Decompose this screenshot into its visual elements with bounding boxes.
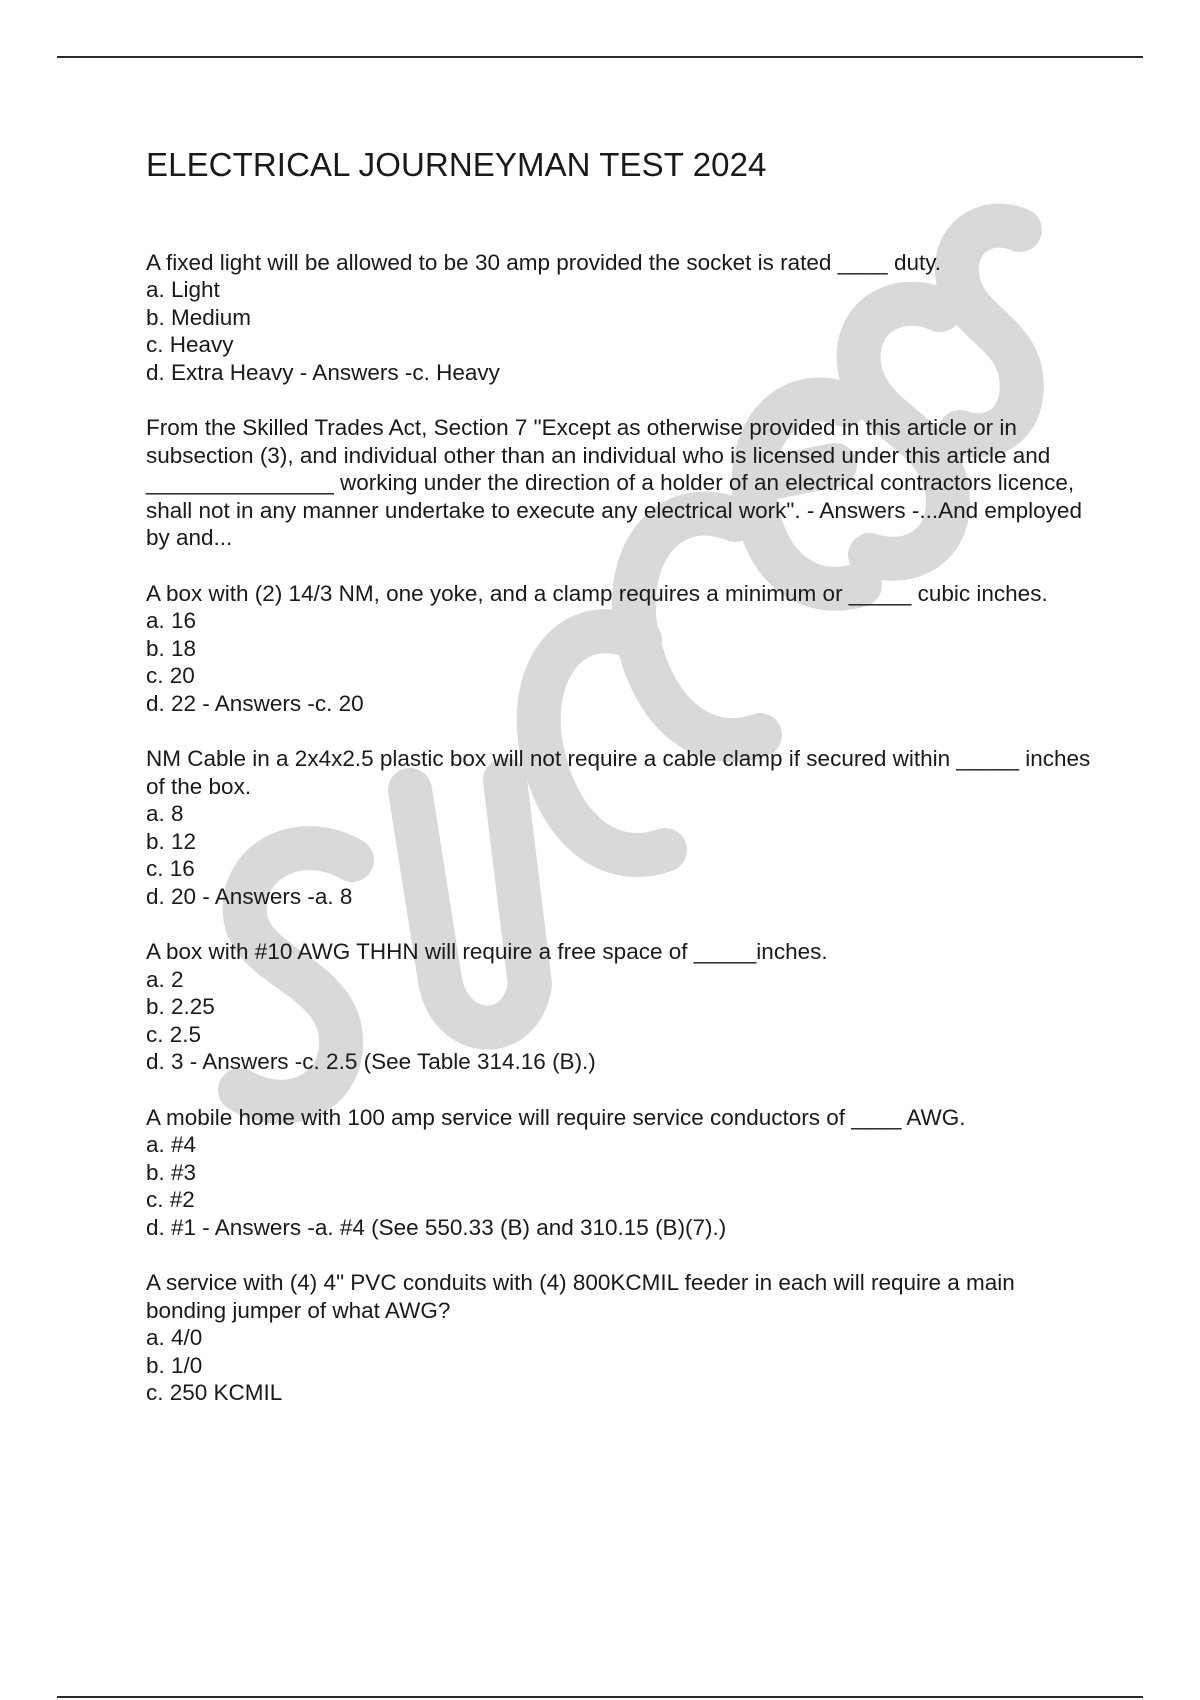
option: b. #3 <box>146 1159 197 1185</box>
option: a. 2 <box>146 966 184 992</box>
option: d. 22 - Answers -c. 20 <box>146 690 364 716</box>
option: d. 20 - Answers -a. 8 <box>146 883 353 909</box>
question-text: A box with #10 AWG THHN will require a free space of _____inches. <box>146 939 828 965</box>
option: b. Medium <box>146 304 252 330</box>
option: d. 3 - Answers -c. 2.5 (See Table 314.16 (B).) <box>146 1049 596 1075</box>
question-text: A box with (2) 14/3 NM, one yoke, and a clamp requires a minimum or _____ cubic inches. <box>146 580 1048 606</box>
option: a. 16 <box>146 608 197 634</box>
option: a. 4/0 <box>146 1325 203 1351</box>
option: c. #2 <box>146 1187 195 1213</box>
option: a. 8 <box>146 801 184 827</box>
question-2 <box>146 414 1096 552</box>
question-6 <box>146 1104 1096 1242</box>
bottom-rule <box>57 1696 1143 1698</box>
option: c. 20 <box>146 663 195 689</box>
option: c. 250 KCMIL <box>146 1380 283 1406</box>
top-rule <box>57 56 1143 58</box>
page-title: ELECTRICAL JOURNEYMAN TEST 2024 <box>146 146 767 183</box>
question-text: From the Skilled Trades Act, Section 7 "Except as otherwise provided in this article or in subsection (3), and individual other than an individual who is licensed under this article and _______________ working under the direction of a holder of an electrical contractors licence, shall not in any manner undertake to execute any electrical work". - Answers -...And employed by and... <box>146 415 1082 551</box>
option: b. 1/0 <box>146 1352 203 1378</box>
option: d. Extra Heavy - Answers -c. Heavy <box>146 359 500 385</box>
option: d. #1 - Answers -a. #4 (See 550.33 (B) and 310.15 (B)(7).) <box>146 1214 727 1240</box>
option: c. 16 <box>146 856 195 882</box>
option: c. Heavy <box>146 332 234 358</box>
question-7 <box>146 1269 1096 1407</box>
option: b. 2.25 <box>146 994 215 1020</box>
option: b. 12 <box>146 828 197 854</box>
document-body <box>146 145 1096 1435</box>
option: a. Light <box>146 277 220 303</box>
question-4 <box>146 745 1096 910</box>
question-5 <box>146 938 1096 1076</box>
option: b. 18 <box>146 635 197 661</box>
question-1 <box>146 249 1096 387</box>
question-text: A service with (4) 4" PVC conduits with (4) 800KCMIL feeder in each will require a main bonding jumper of what AWG? <box>146 1270 1015 1323</box>
question-3 <box>146 580 1096 718</box>
question-text: NM Cable in a 2x4x2.5 plastic box will not require a cable clamp if secured within _____ inches of the box. <box>146 746 1091 799</box>
option: a. #4 <box>146 1132 197 1158</box>
question-text: A fixed light will be allowed to be 30 amp provided the socket is rated ____ duty. <box>146 249 942 275</box>
option: c. 2.5 <box>146 1021 202 1047</box>
question-text: A mobile home with 100 amp service will require service conductors of ____ AWG. <box>146 1104 966 1130</box>
